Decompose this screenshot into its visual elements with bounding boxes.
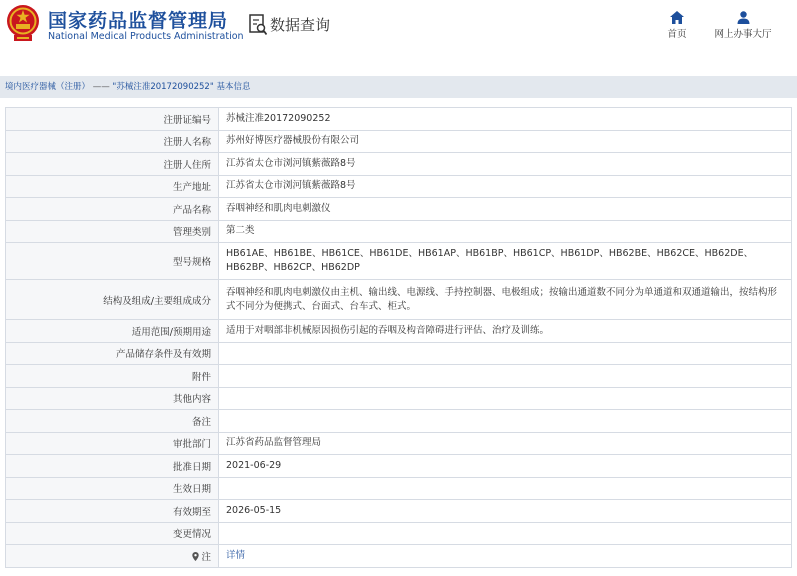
detail-row-intended-use (6, 320, 792, 343)
breadcrumb (0, 76, 797, 98)
detail-value: 2021-06-29 (219, 455, 792, 478)
note-label-text: 注 (201, 551, 211, 563)
details-link[interactable]: 详情 (226, 549, 246, 561)
detail-value: 江苏省太仓市浏河镇紫薇路8号 (219, 153, 792, 176)
detail-row-management-class (6, 220, 792, 243)
breadcrumb-separator: —— (90, 82, 113, 92)
data-query-icon (249, 14, 267, 36)
detail-row-product-name (6, 198, 792, 221)
breadcrumb-root-link[interactable]: 境内医疗器械（注册） (5, 82, 91, 92)
detail-row-structure-composition (6, 280, 792, 320)
detail-row-registration-number (6, 108, 792, 131)
nav-home-label: 首页 (667, 29, 687, 40)
national-emblem-icon (6, 4, 40, 42)
detail-label: 附件 (6, 365, 219, 388)
detail-value: 江苏省太仓市浏河镇紫薇路8号 (219, 175, 792, 198)
detail-row-registrant-name (6, 130, 792, 153)
detail-value: 2026-05-15 (219, 500, 792, 523)
user-icon (737, 11, 750, 24)
detail-row-attachments (6, 365, 792, 388)
detail-label: 注册证编号 (6, 108, 219, 131)
detail-label: 批准日期 (6, 455, 219, 478)
home-icon (670, 11, 684, 24)
detail-value (219, 342, 792, 365)
detail-value: 江苏省药品监督管理局 (219, 432, 792, 455)
detail-row-change-status (6, 522, 792, 545)
site-subtitle: National Medical Products Administration (48, 31, 244, 42)
data-query-title: 数据查询 (270, 16, 331, 34)
detail-label: 生效日期 (6, 477, 219, 500)
detail-row-approval-department (6, 432, 792, 455)
detail-row-expiry-date (6, 500, 792, 523)
nav-home[interactable] (662, 11, 692, 40)
nav-online-service-label: 网上办事大厅 (714, 29, 772, 40)
detail-row-effective-date (6, 477, 792, 500)
detail-table (5, 107, 792, 568)
detail-value (219, 365, 792, 388)
detail-row-other-content (6, 387, 792, 410)
detail-label: 生产地址 (6, 175, 219, 198)
detail-row-model-spec (6, 243, 792, 280)
detail-label: 型号规格 (6, 243, 219, 280)
detail-row-approval-date (6, 455, 792, 478)
detail-value: 吞咽神经和肌肉电刺激仪 (219, 198, 792, 221)
detail-label: 适用范围/预期用途 (6, 320, 219, 343)
nav-online-service-hall[interactable] (712, 11, 774, 40)
detail-value (219, 387, 792, 410)
site-header (0, 0, 797, 56)
detail-value: 苏州好博医疗器械股份有限公司 (219, 130, 792, 153)
detail-row-production-address (6, 175, 792, 198)
detail-label-note (6, 545, 219, 568)
detail-row-storage-conditions (6, 342, 792, 365)
detail-label: 产品名称 (6, 198, 219, 221)
detail-row-registrant-address (6, 153, 792, 176)
breadcrumb-current: "苏械注准20172090252" (112, 82, 214, 92)
detail-row-note (6, 545, 792, 568)
detail-value-note (219, 545, 792, 568)
detail-value (219, 477, 792, 500)
detail-value: 吞咽神经和肌肉电刺激仪由主机、输出线、电源线、手持控制器、电极组成；按输出通道数不同分为单通道和双通道输出，按结构形式不同分为便携式、台面式、台车式、柜式。 (219, 280, 792, 320)
detail-label: 变更情况 (6, 522, 219, 545)
detail-label: 产品储存条件及有效期 (6, 342, 219, 365)
detail-value: 适用于对咽部非机械原因损伤引起的吞咽及构音障碍进行评估、治疗及训练。 (219, 320, 792, 343)
breadcrumb-tail: 基本信息 (216, 82, 251, 92)
detail-row-remarks (6, 410, 792, 433)
detail-label: 备注 (6, 410, 219, 433)
detail-label: 审批部门 (6, 432, 219, 455)
location-pin-icon (192, 552, 199, 561)
detail-value: HB61AE、HB61BE、HB61CE、HB61DE、HB61AP、HB61BP、HB61CP、HB61DP、HB62BE、HB62CE、HB62DE、HB62BP、HB62CP、HB62DP (219, 243, 792, 280)
detail-label: 管理类别 (6, 220, 219, 243)
detail-value (219, 522, 792, 545)
detail-label: 注册人住所 (6, 153, 219, 176)
detail-value: 第二类 (219, 220, 792, 243)
detail-label: 注册人名称 (6, 130, 219, 153)
detail-value (219, 410, 792, 433)
site-title: 国家药品监督管理局 (48, 10, 229, 32)
detail-label: 其他内容 (6, 387, 219, 410)
detail-label: 有效期至 (6, 500, 219, 523)
detail-label: 结构及组成/主要组成成分 (6, 280, 219, 320)
detail-value: 苏械注准20172090252 (219, 108, 792, 131)
